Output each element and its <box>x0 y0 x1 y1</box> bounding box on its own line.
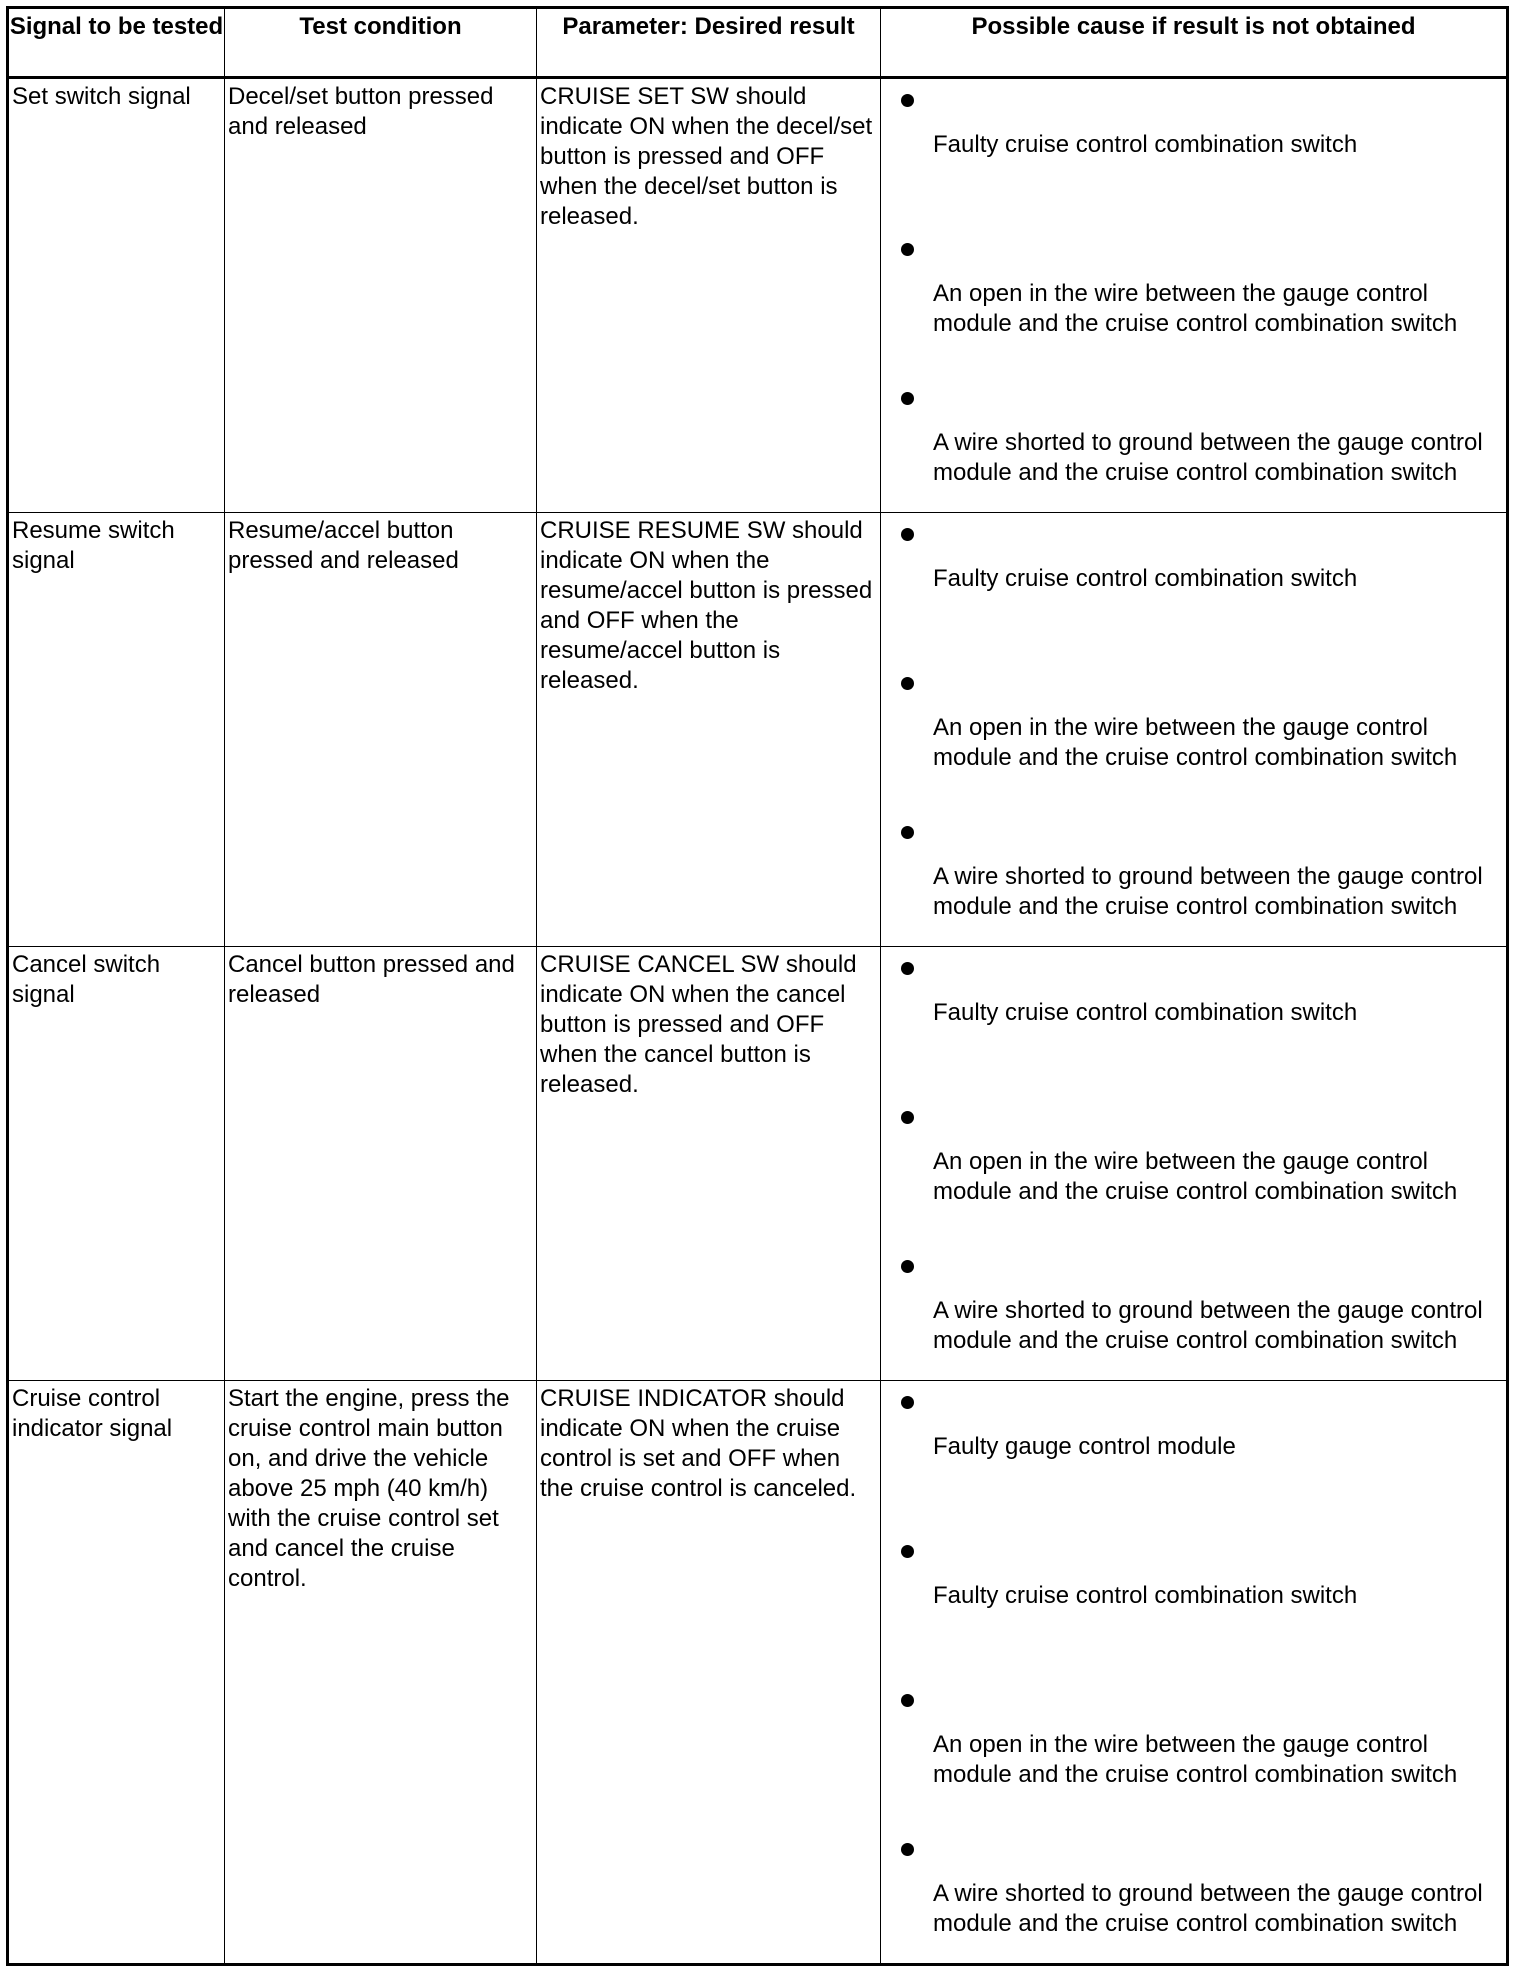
cause-list <box>881 947 1506 1380</box>
table-row <box>8 78 1508 513</box>
cause-item <box>881 513 1506 648</box>
cause-text: A wire shorted to ground between the gauge control module and the cruise control combination switch <box>933 429 1483 486</box>
bullet-icon <box>901 1843 914 1856</box>
cause-list <box>881 79 1506 512</box>
header-signal: Signal to be tested <box>8 8 225 78</box>
causes-cell <box>881 513 1508 947</box>
cause-text: Faulty gauge control module <box>933 1433 1236 1460</box>
cause-text: Faulty cruise control combination switch <box>933 1582 1358 1609</box>
cause-item <box>881 1245 1506 1380</box>
header-possible-cause: Possible cause if result is not obtained <box>881 8 1508 78</box>
cause-item <box>881 1828 1506 1963</box>
condition-cell: Decel/set button pressed and released <box>225 78 537 513</box>
table-row <box>8 1381 1508 1965</box>
cause-item <box>881 1096 1506 1231</box>
bullet-icon <box>901 1260 914 1273</box>
causes-cell <box>881 947 1508 1381</box>
bullet-icon <box>901 1545 914 1558</box>
cause-text: Faulty cruise control combination switch <box>933 131 1358 158</box>
cause-item <box>881 79 1506 214</box>
signal-cell: Cancel switch signal <box>8 947 225 1381</box>
causes-cell <box>881 1381 1508 1965</box>
bullet-icon <box>901 1396 914 1409</box>
condition-cell: Start the engine, press the cruise control main button on, and drive the vehicle above 25 mph (40 km/h) with the cruise control set and cancel the cruise control. <box>225 1381 537 1965</box>
condition-cell: Cancel button pressed and released <box>225 947 537 1381</box>
cause-text: An open in the wire between the gauge control module and the cruise control combination switch <box>933 1148 1458 1205</box>
cause-item <box>881 228 1506 363</box>
bullet-icon <box>901 677 914 690</box>
header-row <box>8 8 1508 78</box>
bullet-icon <box>901 392 914 405</box>
cause-item <box>881 1679 1506 1814</box>
cause-text: An open in the wire between the gauge control module and the cruise control combination switch <box>933 714 1458 771</box>
signal-test-table <box>6 6 1509 1966</box>
result-cell: CRUISE INDICATOR should indicate ON when the cruise control is set and OFF when the cruise control is canceled. <box>537 1381 881 1965</box>
condition-cell: Resume/accel button pressed and released <box>225 513 537 947</box>
cause-item <box>881 377 1506 512</box>
cause-text: Faulty cruise control combination switch <box>933 565 1358 592</box>
cause-item <box>881 662 1506 797</box>
header-desired-result: Parameter: Desired result <box>537 8 881 78</box>
cause-text: A wire shorted to ground between the gauge control module and the cruise control combination switch <box>933 863 1483 920</box>
cause-item <box>881 811 1506 946</box>
signal-cell: Set switch signal <box>8 78 225 513</box>
result-cell: CRUISE SET SW should indicate ON when the decel/set button is pressed and OFF when the decel/set button is released. <box>537 78 881 513</box>
cause-item <box>881 947 1506 1082</box>
cause-list <box>881 1381 1506 1963</box>
table-row <box>8 947 1508 1381</box>
cause-item <box>881 1381 1506 1516</box>
signal-cell: Resume switch signal <box>8 513 225 947</box>
cause-text: A wire shorted to ground between the gauge control module and the cruise control combination switch <box>933 1880 1483 1937</box>
bullet-icon <box>901 962 914 975</box>
cause-item <box>881 1530 1506 1665</box>
causes-cell <box>881 78 1508 513</box>
bullet-icon <box>901 528 914 541</box>
bullet-icon <box>901 826 914 839</box>
troubleshooting-sheet <box>6 6 1506 1937</box>
cause-text: An open in the wire between the gauge control module and the cruise control combination switch <box>933 1731 1458 1788</box>
bullet-icon <box>901 1694 914 1707</box>
cause-text: An open in the wire between the gauge control module and the cruise control combination switch <box>933 280 1458 337</box>
bullet-icon <box>901 243 914 256</box>
result-cell: CRUISE RESUME SW should indicate ON when the resume/accel button is pressed and OFF when the resume/accel button is released. <box>537 513 881 947</box>
result-cell: CRUISE CANCEL SW should indicate ON when the cancel button is pressed and OFF when the cancel button is released. <box>537 947 881 1381</box>
bullet-icon <box>901 94 914 107</box>
signal-cell: Cruise control indicator signal <box>8 1381 225 1965</box>
table-row <box>8 513 1508 947</box>
cause-text: A wire shorted to ground between the gauge control module and the cruise control combination switch <box>933 1297 1483 1354</box>
cause-list <box>881 513 1506 946</box>
bullet-icon <box>901 1111 914 1124</box>
cause-text: Faulty cruise control combination switch <box>933 999 1358 1026</box>
header-test-condition: Test condition <box>225 8 537 78</box>
